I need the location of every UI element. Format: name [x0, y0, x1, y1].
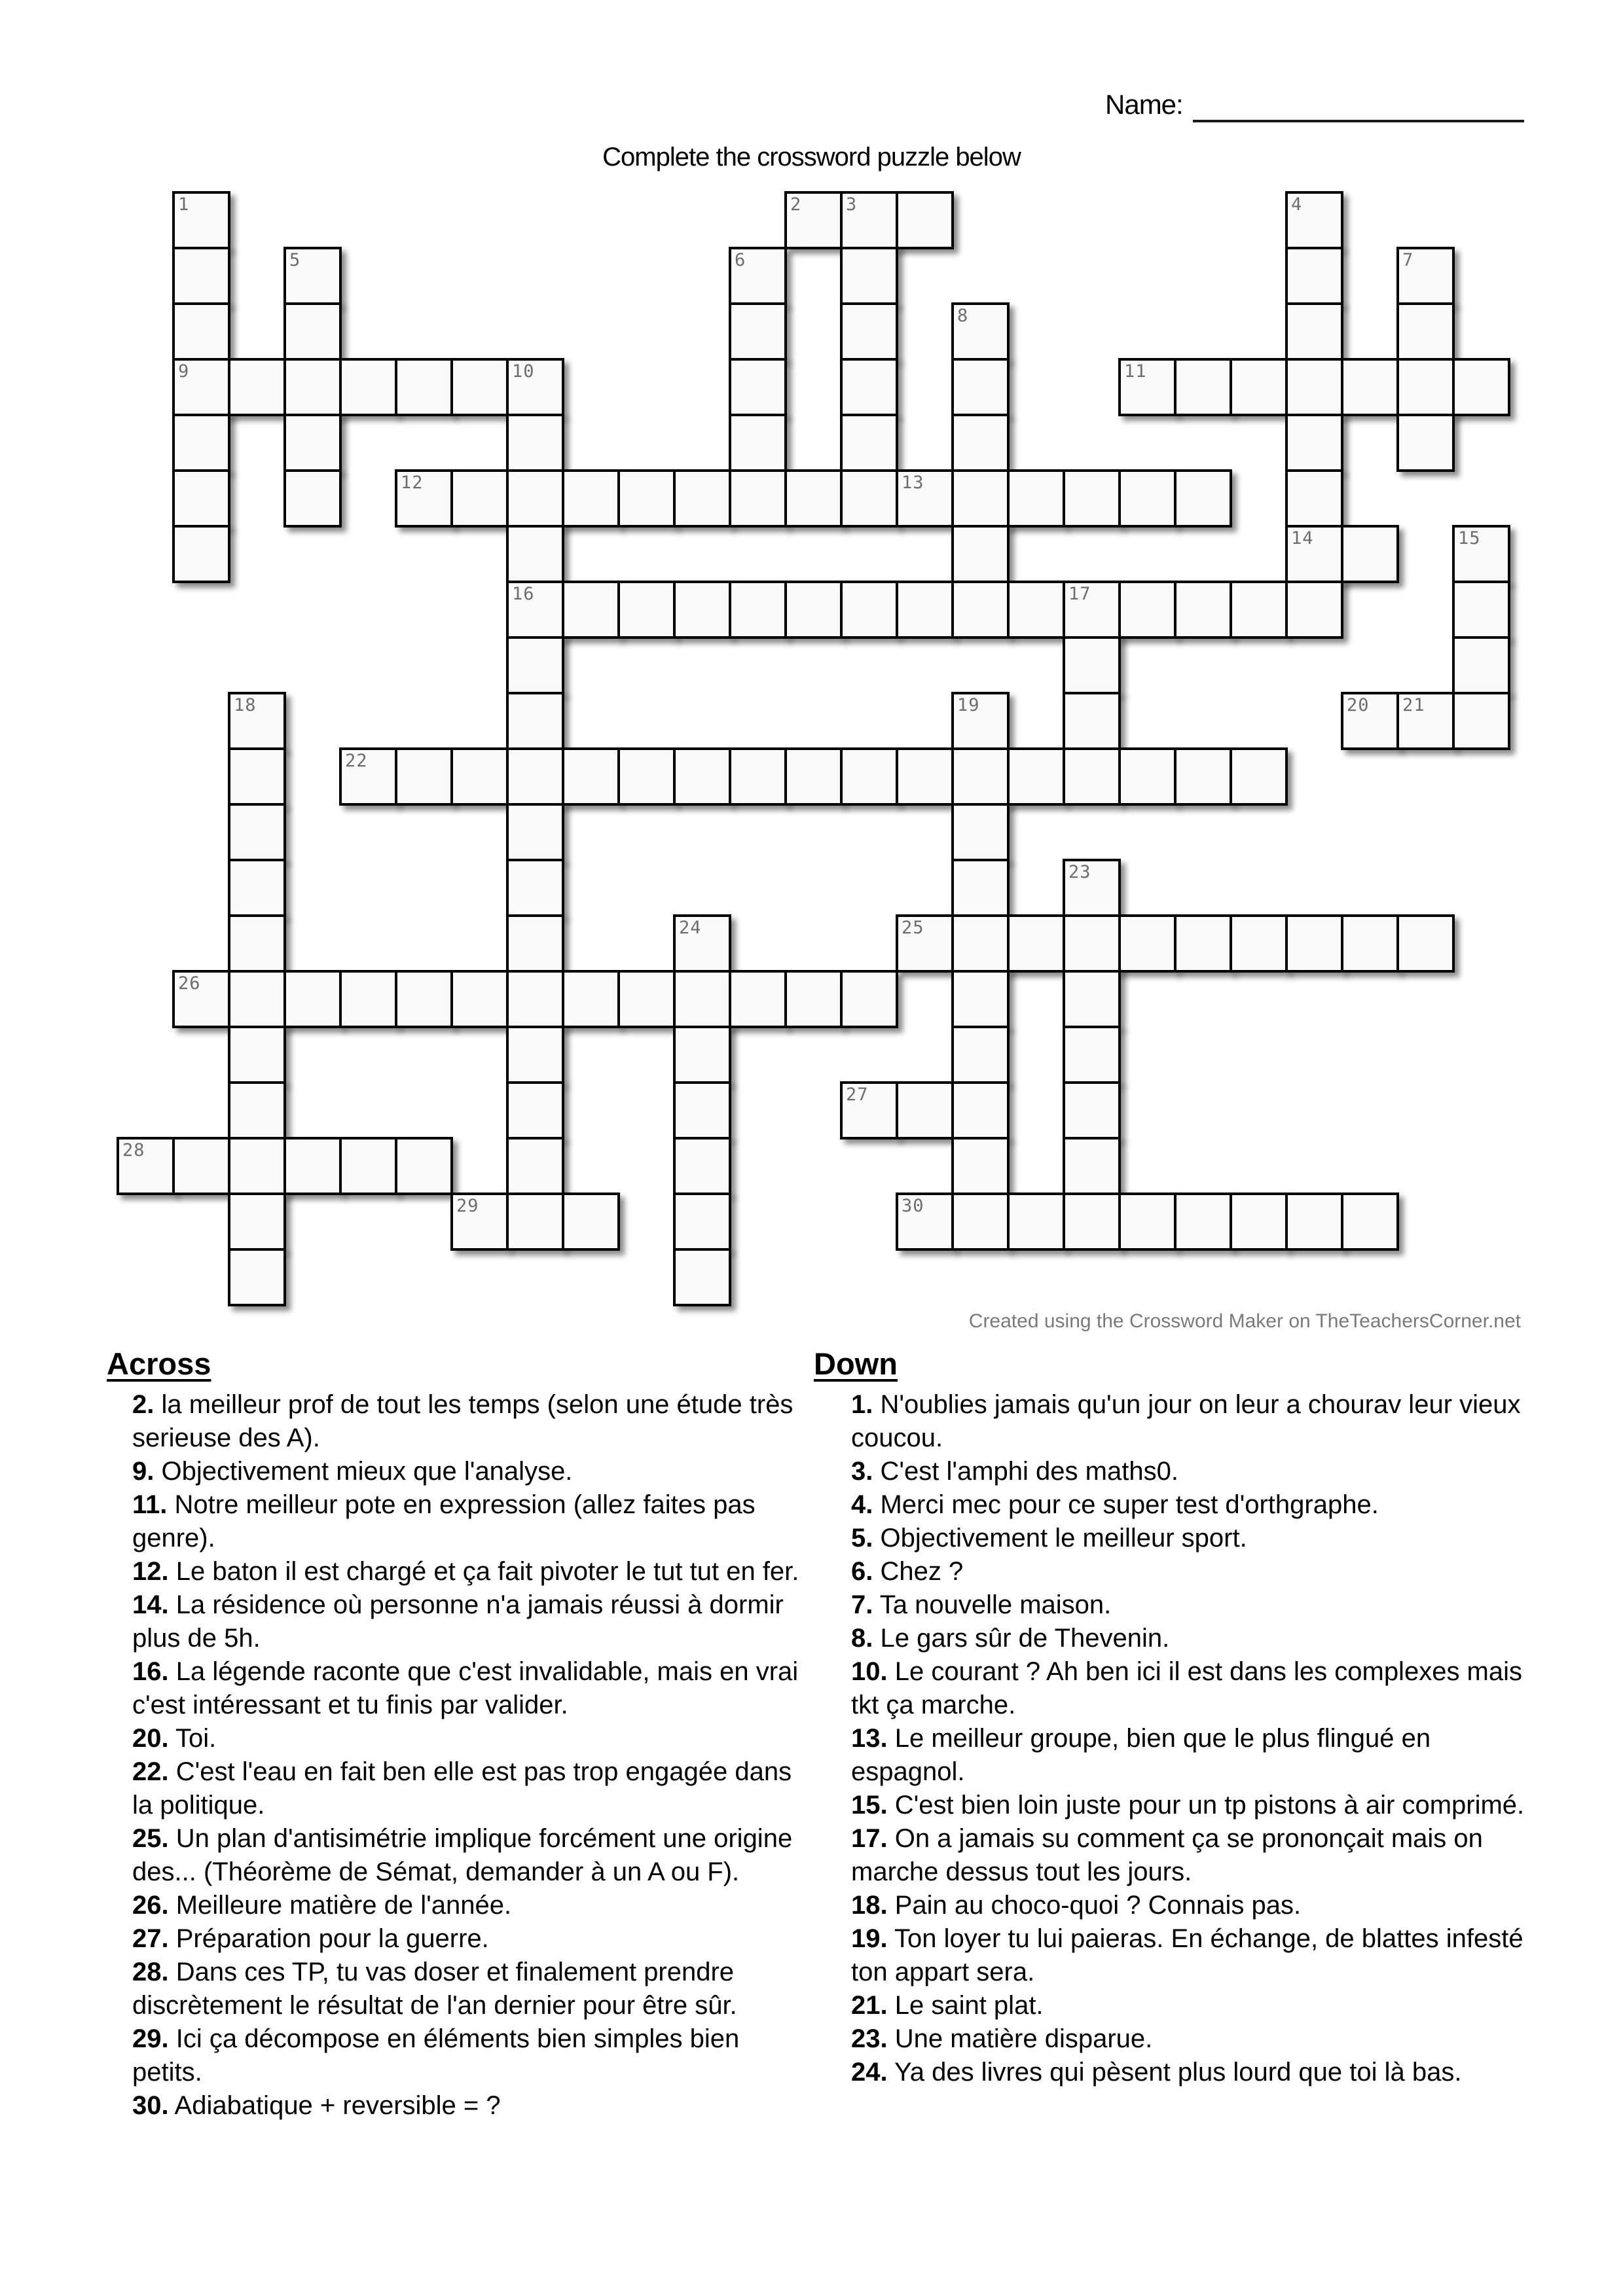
grid-cell[interactable]: [951, 1137, 1010, 1195]
clue-number: 22.: [132, 1757, 169, 1786]
clue-number: 3.: [851, 1457, 873, 1486]
clue-number: 23.: [851, 2024, 888, 2053]
grid-cell[interactable]: [1452, 581, 1510, 639]
grid-cell[interactable]: [506, 636, 564, 694]
grid-cell[interactable]: [784, 581, 843, 639]
grid-cell[interactable]: [506, 1081, 564, 1139]
grid-cell[interactable]: [283, 970, 342, 1028]
grid-cell[interactable]: [673, 469, 731, 528]
grid-cell[interactable]: [617, 747, 676, 806]
grid-cell[interactable]: [506, 747, 564, 806]
grid-cell[interactable]: [172, 414, 230, 472]
cell-number: 30: [902, 1196, 924, 1216]
cell-number: 1: [178, 194, 190, 215]
clue-number: 16.: [132, 1657, 169, 1686]
grid-cell[interactable]: [1063, 747, 1121, 806]
grid-cell[interactable]: [729, 414, 787, 472]
grid-cell[interactable]: [172, 970, 230, 1028]
grid-cell[interactable]: [1285, 581, 1343, 639]
grid-cell[interactable]: [729, 302, 787, 361]
cell-number: 6: [735, 250, 746, 270]
clue-number: 6.: [851, 1557, 873, 1586]
clue-number: 5.: [851, 1524, 873, 1552]
grid-cell[interactable]: [840, 247, 898, 305]
grid-cell[interactable]: [228, 970, 286, 1028]
cell-number: 17: [1068, 584, 1091, 604]
grid-cell[interactable]: [172, 191, 230, 249]
grid-cell[interactable]: [172, 302, 230, 361]
grid-cell[interactable]: [1174, 914, 1232, 973]
cell-number: 5: [289, 250, 301, 270]
across-clue-20: 20. Toi.: [132, 1724, 217, 1753]
grid-cell[interactable]: [951, 1026, 1010, 1084]
grid-cell[interactable]: [506, 469, 564, 528]
grid-cell[interactable]: [1285, 191, 1343, 249]
name-label: Name:: [1105, 89, 1183, 120]
grid-cell[interactable]: [562, 469, 620, 528]
grid-cell[interactable]: [729, 970, 787, 1028]
grid-cell[interactable]: [228, 914, 286, 973]
across-clue-29: 29. Ici ça décompose en éléments bien simples bien petits.: [132, 2024, 740, 2087]
clue-number: 30.: [132, 2091, 169, 2120]
grid-cell[interactable]: [951, 525, 1010, 583]
clue-number: 14.: [132, 1590, 169, 1619]
grid-cell[interactable]: [1230, 358, 1288, 416]
down-clue-5: 5. Objectivement le meilleur sport.: [851, 1524, 1247, 1552]
cell-number: 13: [902, 473, 924, 493]
cell-number: 26: [178, 973, 201, 994]
grid-cell[interactable]: [1230, 581, 1288, 639]
grid-cell[interactable]: [228, 692, 286, 750]
grid-cell[interactable]: [1230, 914, 1288, 973]
grid-cell[interactable]: [896, 914, 954, 973]
grid-cell[interactable]: [506, 692, 564, 750]
grid-cell[interactable]: [840, 191, 898, 249]
clue-number: 2.: [132, 1390, 155, 1419]
grid-cell[interactable]: [228, 358, 286, 416]
grid-cell[interactable]: [729, 469, 787, 528]
down-clue-24: 24. Ya des livres qui pèsent plus lourd que toi là bas.: [851, 2058, 1462, 2087]
cell-number: 11: [1124, 361, 1147, 382]
grid-cell[interactable]: [1285, 302, 1343, 361]
grid-cell[interactable]: [1007, 469, 1065, 528]
across-clue-9: 9. Objectivement mieux que l'analyse.: [132, 1457, 573, 1486]
across-clue-12: 12. Le baton il est chargé et ça fait pivoter le tut tut en fer.: [132, 1557, 799, 1586]
grid-cell[interactable]: [1285, 469, 1343, 528]
cell-number: 27: [846, 1085, 869, 1105]
grid-cell[interactable]: [283, 469, 342, 528]
clue-number: 15.: [851, 1791, 888, 1820]
grid-cell[interactable]: [1230, 1193, 1288, 1251]
grid-cell[interactable]: [840, 469, 898, 528]
clue-number: 17.: [851, 1824, 888, 1853]
across-clue-2: 2. la meilleur prof de tout les temps (selon une étude très serieuse des A).: [132, 1390, 793, 1452]
clue-number: 28.: [132, 1958, 169, 1986]
grid-cell[interactable]: [1396, 302, 1455, 361]
grid-cell[interactable]: [673, 1081, 731, 1139]
grid-cell[interactable]: [1063, 692, 1121, 750]
grid-cell[interactable]: [951, 1193, 1010, 1251]
grid-cell[interactable]: [1118, 914, 1176, 973]
grid-cell[interactable]: [951, 469, 1010, 528]
grid-cell[interactable]: [228, 1026, 286, 1084]
grid-cell[interactable]: [228, 1137, 286, 1195]
clue-number: 12.: [132, 1557, 169, 1586]
grid-cell[interactable]: [1285, 525, 1343, 583]
grid-cell[interactable]: [784, 191, 843, 249]
grid-cell[interactable]: [784, 469, 843, 528]
down-clue-6: 6. Chez ?: [851, 1557, 964, 1586]
across-clue-list: [107, 1388, 811, 2123]
grid-cell[interactable]: [1396, 914, 1455, 973]
grid-cell[interactable]: [1007, 914, 1065, 973]
across-clue-11: 11. Notre meilleur pote en expression (allez faites pas genre).: [132, 1490, 756, 1552]
down-clue-4: 4. Merci mec pour ce super test d'orthgraphe.: [851, 1490, 1379, 1519]
grid-cell[interactable]: [562, 581, 620, 639]
grid-cell[interactable]: [951, 581, 1010, 639]
grid-cell[interactable]: [673, 581, 731, 639]
grid-cell[interactable]: [729, 247, 787, 305]
grid-cell[interactable]: [506, 1193, 564, 1251]
grid-cell[interactable]: [1285, 247, 1343, 305]
grid-cell[interactable]: [506, 970, 564, 1028]
grid-cell[interactable]: [1063, 1081, 1121, 1139]
grid-cell[interactable]: [896, 191, 954, 249]
across-clues-section: [107, 1346, 811, 2123]
grid-cell[interactable]: [896, 747, 954, 806]
down-clue-19: 19. Ton loyer tu lui paieras. En échange, de blattes infesté ton appart sera.: [851, 1924, 1523, 1986]
cell-number: 25: [902, 918, 924, 938]
grid-cell[interactable]: [228, 747, 286, 806]
grid-cell[interactable]: [673, 1248, 731, 1306]
across-clue-30: 30. Adiabatique + reversible = ?: [132, 2091, 501, 2120]
grid-cell[interactable]: [172, 358, 230, 416]
grid-cell[interactable]: [395, 747, 453, 806]
grid-cell[interactable]: [506, 859, 564, 917]
grid-cell[interactable]: [951, 747, 1010, 806]
cell-number: 8: [957, 306, 969, 326]
grid-cell[interactable]: [1174, 747, 1232, 806]
grid-cell[interactable]: [1341, 692, 1399, 750]
clue-number: 19.: [851, 1924, 888, 1953]
grid-cell[interactable]: [395, 358, 453, 416]
grid-cell[interactable]: [1285, 414, 1343, 472]
grid-cell[interactable]: [1063, 1193, 1121, 1251]
grid-cell[interactable]: [450, 1193, 509, 1251]
grid-cell[interactable]: [339, 747, 397, 806]
grid-cell[interactable]: [1063, 469, 1121, 528]
grid-cell[interactable]: [1285, 914, 1343, 973]
cell-number: 22: [345, 751, 368, 771]
grid-cell[interactable]: [951, 302, 1010, 361]
grid-cell[interactable]: [450, 358, 509, 416]
grid-cell[interactable]: [1063, 636, 1121, 694]
cell-number: 14: [1291, 528, 1314, 548]
grid-cell[interactable]: [673, 1137, 731, 1195]
grid-cell[interactable]: [395, 970, 453, 1028]
grid-cell[interactable]: [673, 914, 731, 973]
grid-cell[interactable]: [283, 302, 342, 361]
grid-cell[interactable]: [1007, 1193, 1065, 1251]
cell-number: 21: [1402, 695, 1425, 715]
grid-cell[interactable]: [395, 1137, 453, 1195]
clue-number: 8.: [851, 1624, 873, 1653]
grid-cell[interactable]: [1452, 525, 1510, 583]
grid-cell[interactable]: [951, 970, 1010, 1028]
grid-cell[interactable]: [1118, 581, 1176, 639]
cell-number: 23: [1068, 862, 1091, 882]
name-input-line[interactable]: [1193, 120, 1524, 122]
across-clue-22: 22. C'est l'eau en fait ben elle est pas trop engagée dans la politique.: [132, 1757, 792, 1820]
grid-cell[interactable]: [395, 469, 453, 528]
cell-number: 12: [401, 473, 424, 493]
down-clues-section: [814, 1346, 1527, 2089]
grid-cell[interactable]: [1118, 747, 1176, 806]
cell-number: 7: [1402, 250, 1414, 270]
grid-cell[interactable]: [1452, 636, 1510, 694]
grid-cell[interactable]: [450, 747, 509, 806]
grid-cell[interactable]: [729, 581, 787, 639]
clue-number: 21.: [851, 1991, 888, 2020]
grid-cell[interactable]: [1341, 525, 1399, 583]
grid-cell[interactable]: [228, 1193, 286, 1251]
grid-cell[interactable]: [729, 358, 787, 416]
down-clue-7: 7. Ta nouvelle maison.: [851, 1590, 1112, 1619]
grid-cell[interactable]: [1452, 692, 1510, 750]
grid-cell[interactable]: [1396, 358, 1455, 416]
grid-cell[interactable]: [1396, 692, 1455, 750]
grid-cell[interactable]: [1341, 358, 1399, 416]
grid-cell[interactable]: [506, 1026, 564, 1084]
grid-cell[interactable]: [673, 970, 731, 1028]
down-clue-15: 15. C'est bien loin juste pour un tp pistons à air comprimé.: [851, 1791, 1525, 1820]
clue-number: 20.: [132, 1724, 169, 1753]
grid-cell[interactable]: [617, 581, 676, 639]
grid-cell[interactable]: [283, 358, 342, 416]
grid-cell[interactable]: [339, 970, 397, 1028]
grid-cell[interactable]: [1285, 1193, 1343, 1251]
down-clue-1: 1. N'oublies jamais qu'un jour on leur a chourav leur vieux coucou.: [851, 1390, 1521, 1452]
grid-cell[interactable]: [450, 469, 509, 528]
clue-number: 27.: [132, 1924, 169, 1953]
grid-cell[interactable]: [951, 914, 1010, 973]
grid-cell[interactable]: [1118, 1193, 1176, 1251]
across-clue-16: 16. La légende raconte que c'est invalidable, mais en vrai c'est intéressant et tu finis par valider.: [132, 1657, 799, 1719]
grid-cell[interactable]: [562, 1193, 620, 1251]
grid-cell[interactable]: [1063, 970, 1121, 1028]
cell-number: 24: [679, 918, 702, 938]
cell-number: 9: [178, 361, 190, 382]
grid-cell[interactable]: [339, 358, 397, 416]
clue-number: 18.: [851, 1891, 888, 1920]
grid-cell[interactable]: [1341, 914, 1399, 973]
down-clue-18: 18. Pain au choco-quoi ? Connais pas.: [851, 1891, 1302, 1920]
down-clue-23: 23. Une matière disparue.: [851, 2024, 1153, 2053]
grid-cell[interactable]: [784, 970, 843, 1028]
clue-number: 10.: [851, 1657, 888, 1686]
across-clue-25: 25. Un plan d'antisimétrie implique forcément une origine des... (Théorème de Sémat, demander à un A ou F).: [132, 1824, 793, 1886]
clue-number: 11.: [132, 1490, 168, 1519]
grid-cell[interactable]: [896, 1193, 954, 1251]
down-clue-3: 3. C'est l'amphi des maths0.: [851, 1457, 1178, 1486]
across-header: Across: [107, 1346, 211, 1381]
clue-number: 13.: [851, 1724, 888, 1753]
grid-cell[interactable]: [951, 692, 1010, 750]
grid-cell[interactable]: [1396, 247, 1455, 305]
clue-number: 7.: [851, 1590, 873, 1619]
grid-cell[interactable]: [1007, 747, 1065, 806]
grid-cell[interactable]: [729, 747, 787, 806]
clue-number: 29.: [132, 2024, 169, 2053]
grid-cell[interactable]: [283, 1137, 342, 1195]
grid-cell[interactable]: [172, 469, 230, 528]
cell-number: 3: [846, 194, 858, 215]
grid-cell[interactable]: [673, 747, 731, 806]
credit-text: Created using the Crossword Maker on TheTeachersCorner.net: [968, 1310, 1521, 1332]
grid-cell[interactable]: [951, 414, 1010, 472]
grid-cell[interactable]: [228, 859, 286, 917]
cell-number: 2: [790, 194, 802, 215]
down-header: Down: [814, 1346, 898, 1381]
grid-cell[interactable]: [951, 1081, 1010, 1139]
grid-cell[interactable]: [228, 1248, 286, 1306]
cell-number: 16: [512, 584, 535, 604]
grid-cell[interactable]: [617, 970, 676, 1028]
across-clue-28: 28. Dans ces TP, tu vas doser et finalement prendre discrètement le résultat de l'an dernier pour être sûr.: [132, 1958, 737, 2020]
grid-cell[interactable]: [840, 302, 898, 361]
grid-cell[interactable]: [283, 414, 342, 472]
grid-cell[interactable]: [951, 803, 1010, 861]
grid-cell[interactable]: [1063, 1137, 1121, 1195]
grid-cell[interactable]: [506, 525, 564, 583]
cell-number: 29: [456, 1196, 479, 1216]
across-clue-26: 26. Meilleure matière de l'année.: [132, 1891, 512, 1920]
cell-number: 19: [957, 695, 980, 715]
grid-cell[interactable]: [506, 581, 564, 639]
across-clue-14: 14. La résidence où personne n'a jamais réussi à dormir plus de 5h.: [132, 1590, 784, 1653]
grid-cell[interactable]: [1118, 358, 1176, 416]
cell-number: 20: [1347, 695, 1370, 715]
clue-number: 25.: [132, 1824, 169, 1853]
grid-cell[interactable]: [840, 970, 898, 1028]
grid-cell[interactable]: [673, 1026, 731, 1084]
grid-cell[interactable]: [1174, 1193, 1232, 1251]
grid-cell[interactable]: [1174, 581, 1232, 639]
grid-cell[interactable]: [673, 1193, 731, 1251]
grid-cell[interactable]: [562, 970, 620, 1028]
grid-cell[interactable]: [506, 358, 564, 416]
clue-number: 4.: [851, 1490, 873, 1519]
grid-cell[interactable]: [506, 414, 564, 472]
down-clue-13: 13. Le meilleur groupe, bien que le plus flingué en espagnol.: [851, 1724, 1431, 1786]
grid-cell[interactable]: [896, 1081, 954, 1139]
grid-cell[interactable]: [506, 914, 564, 973]
grid-cell[interactable]: [1063, 581, 1121, 639]
down-clue-8: 8. Le gars sûr de Thevenin.: [851, 1624, 1170, 1653]
clue-number: 26.: [132, 1891, 169, 1920]
grid-cell[interactable]: [1341, 1193, 1399, 1251]
grid-cell[interactable]: [172, 247, 230, 305]
grid-cell[interactable]: [228, 1081, 286, 1139]
cell-number: 28: [122, 1140, 145, 1160]
grid-cell[interactable]: [1396, 414, 1455, 472]
grid-cell[interactable]: [1174, 358, 1232, 416]
grid-cell[interactable]: [1063, 914, 1121, 973]
clue-number: 1.: [851, 1390, 873, 1419]
grid-cell[interactable]: [951, 859, 1010, 917]
down-clue-21: 21. Le saint plat.: [851, 1991, 1044, 2020]
grid-cell[interactable]: [506, 803, 564, 861]
grid-cell[interactable]: [1063, 859, 1121, 917]
grid-cell[interactable]: [339, 1137, 397, 1195]
grid-cell[interactable]: [228, 803, 286, 861]
grid-cell[interactable]: [784, 747, 843, 806]
cell-number: 10: [512, 361, 535, 382]
page-title: Complete the crossword puzzle below: [602, 143, 1021, 171]
grid-cell[interactable]: [1063, 1026, 1121, 1084]
grid-cell[interactable]: [450, 970, 509, 1028]
cell-number: 15: [1458, 528, 1481, 548]
grid-cell[interactable]: [840, 1081, 898, 1139]
clue-number: 24.: [851, 2058, 888, 2087]
grid-cell[interactable]: [172, 1137, 230, 1195]
grid-cell[interactable]: [506, 1137, 564, 1195]
grid-cell[interactable]: [1174, 469, 1232, 528]
grid-cell[interactable]: [896, 469, 954, 528]
grid-cell[interactable]: [840, 747, 898, 806]
down-clue-17: 17. On a jamais su comment ça se prononçait mais on marche dessus tout les jours.: [851, 1824, 1483, 1886]
grid-cell[interactable]: [1118, 469, 1176, 528]
down-clue-list: [814, 1388, 1527, 2089]
grid-cell[interactable]: [840, 581, 898, 639]
grid-cell[interactable]: [117, 1137, 175, 1195]
grid-cell[interactable]: [283, 247, 342, 305]
grid-cell[interactable]: [1007, 581, 1065, 639]
grid-cell[interactable]: [617, 469, 676, 528]
grid-cell[interactable]: [562, 747, 620, 806]
grid-cell[interactable]: [896, 581, 954, 639]
cell-number: 18: [234, 695, 257, 715]
clue-number: 9.: [132, 1457, 155, 1486]
grid-cell[interactable]: [172, 525, 230, 583]
grid-cell[interactable]: [951, 358, 1010, 416]
grid-cell[interactable]: [1230, 747, 1288, 806]
grid-cell[interactable]: [1452, 358, 1510, 416]
cell-number: 4: [1291, 194, 1303, 215]
down-clue-10: 10. Le courant ? Ah ben ici il est dans les complexes mais tkt ça marche.: [851, 1657, 1523, 1719]
grid-cell[interactable]: [840, 358, 898, 416]
across-clue-27: 27. Préparation pour la guerre.: [132, 1924, 489, 1953]
grid-cell[interactable]: [840, 414, 898, 472]
grid-cell[interactable]: [1285, 358, 1343, 416]
